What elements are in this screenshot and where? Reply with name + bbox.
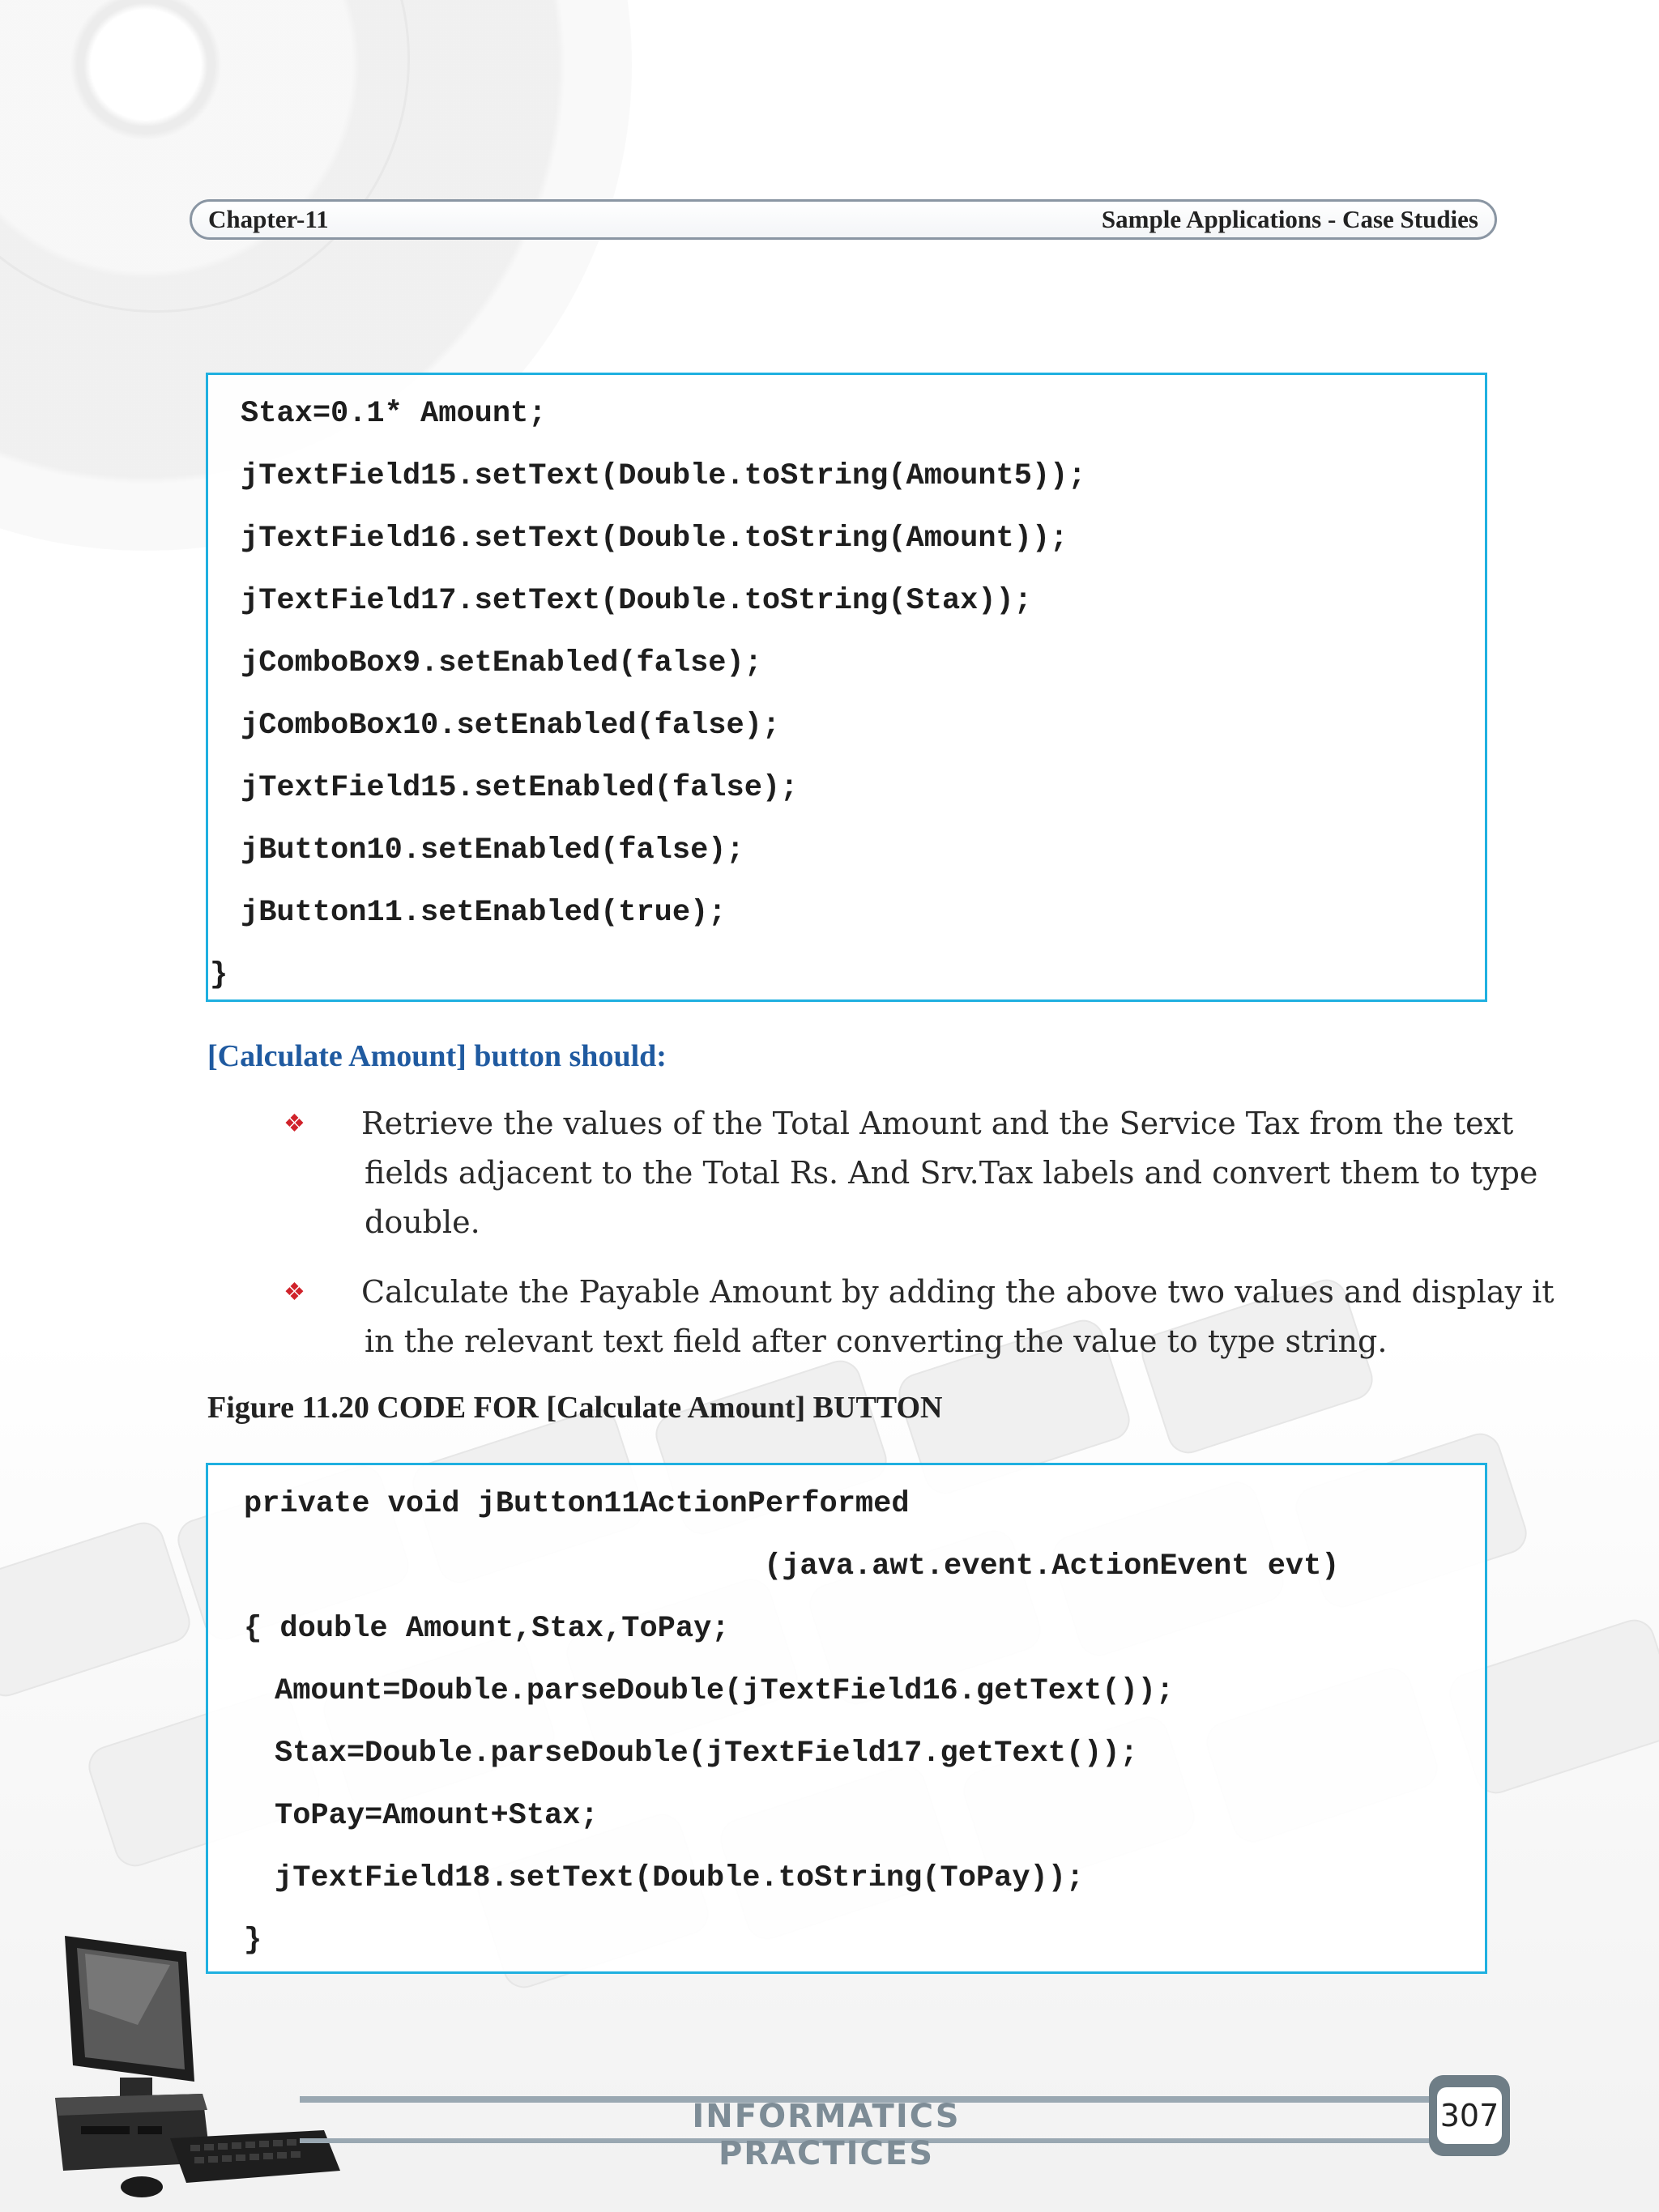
code-line: Stax=Double.parseDouble(jTextField17.getText()); (275, 1737, 1138, 1771)
bullet-line: Calculate the Payable Amount by adding the above two values and display it (361, 1274, 1555, 1310)
section-heading: [Calculate Amount] button should: (207, 1039, 667, 1073)
computer-illustration-icon (49, 1924, 340, 2203)
code-line: jTextField16.setText(Double.toString(Amount)); (241, 522, 1068, 556)
code-line: ToPay=Amount+Stax; (275, 1799, 599, 1833)
code-block-1 (206, 373, 1487, 1002)
code-line: jTextField17.setText(Double.toString(Stax)); (241, 584, 1032, 618)
bullet-line: double. (365, 1204, 480, 1240)
section-title: Sample Applications - Case Studies (1101, 205, 1478, 233)
code-line: } (210, 958, 228, 992)
page-number-badge (1429, 2075, 1510, 2156)
code-line: jTextField15.setEnabled(false); (241, 771, 799, 805)
code-line: Amount=Double.parseDouble(jTextField16.getText()); (275, 1674, 1175, 1708)
bullet-diamond-icon: ❖ (284, 1278, 305, 1306)
code-line: { double Amount,Stax,ToPay; (244, 1612, 730, 1646)
chapter-label: Chapter-11 (208, 205, 329, 233)
footer-title: INFORMATICS PRACTICES (692, 2098, 961, 2172)
bullet-line: Retrieve the values of the Total Amount and the Service Tax from the text (361, 1106, 1514, 1141)
code-line: private void jButton11ActionPerformed (244, 1487, 910, 1521)
code-line: jComboBox9.setEnabled(false); (241, 646, 762, 680)
code-line: jButton11.setEnabled(true); (241, 896, 727, 930)
code-line: jButton10.setEnabled(false); (241, 833, 744, 867)
code-line: Stax=0.1* Amount; (241, 397, 547, 431)
page-number: 307 (1437, 2087, 1502, 2144)
code-line: jTextField15.setText(Double.toString(Amount5)); (241, 459, 1086, 493)
bullet-diamond-icon: ❖ (284, 1110, 305, 1138)
code-line: (java.awt.event.ActionEvent evt) (764, 1549, 1340, 1583)
code-line: } (244, 1924, 262, 1958)
bullet-item (361, 1099, 1538, 1247)
code-line: jComboBox10.setEnabled(false); (241, 709, 781, 743)
bullet-item (361, 1268, 1555, 1366)
figure-caption: Figure 11.20 CODE FOR [Calculate Amount] BUTTON (207, 1391, 943, 1425)
code-block-2 (206, 1463, 1487, 1974)
bullet-line: fields adjacent to the Total Rs. And Srv.Tax labels and convert them to type (365, 1155, 1538, 1191)
running-header (190, 199, 1497, 240)
bullet-line: in the relevant text field after converting the value to type string. (365, 1323, 1388, 1359)
code-line: jTextField18.setText(Double.toString(ToPay)); (275, 1861, 1085, 1895)
